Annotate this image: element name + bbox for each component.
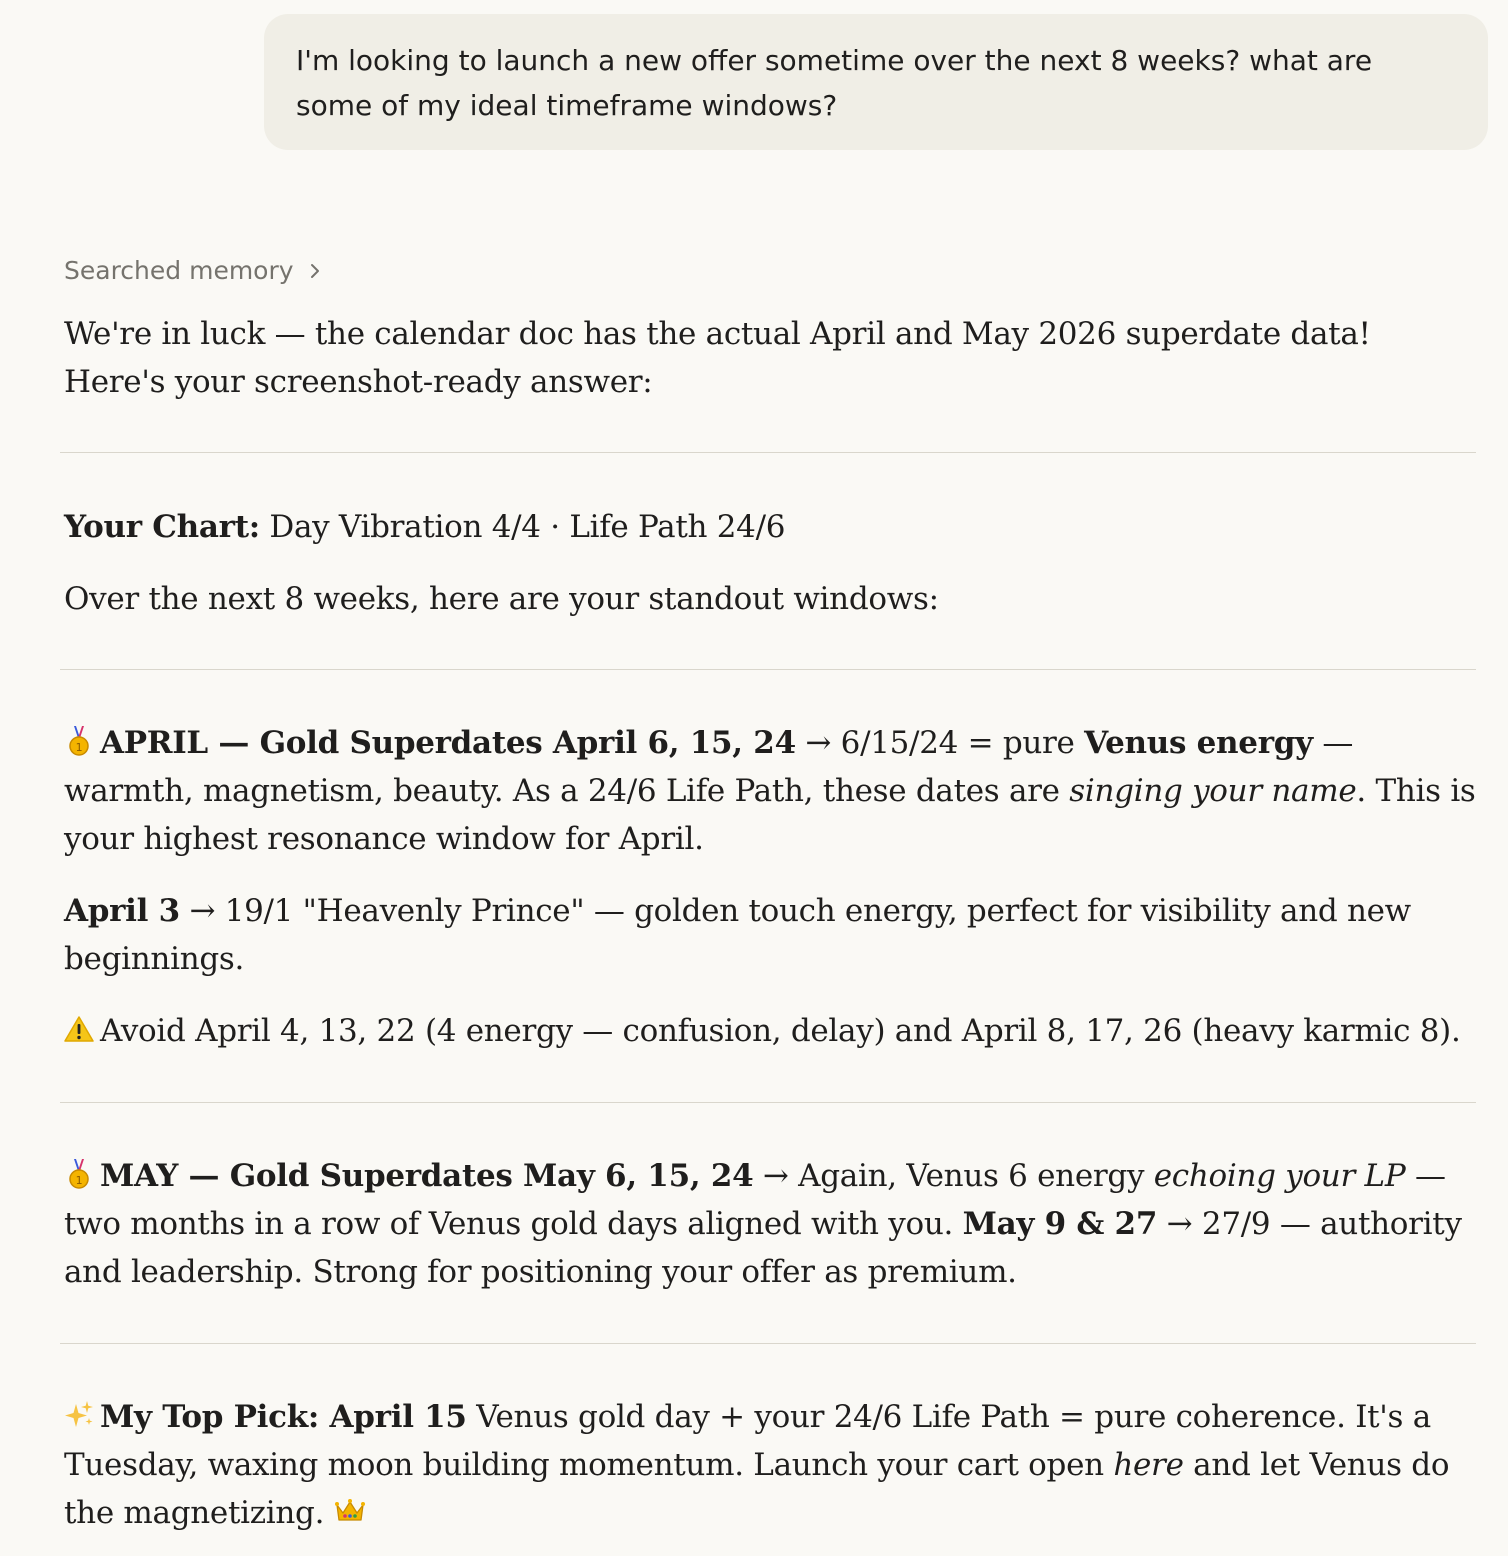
- arrow: →: [753, 1158, 799, 1194]
- here-italic: here: [1113, 1447, 1184, 1483]
- user-message-bubble: [264, 14, 1488, 150]
- chevron-right-icon: [304, 259, 326, 281]
- april3-paragraph: [64, 887, 1476, 983]
- arrow: →: [1157, 1206, 1202, 1242]
- may-text: 27/9 — authority and leadership. Strong for positioning your offer as premium.: [64, 1206, 1462, 1290]
- singing-your-name-italic: singing your name: [1069, 773, 1357, 809]
- crown-icon: [334, 1494, 364, 1526]
- arrow: →: [179, 893, 225, 929]
- april-text: . This is your highest resonance window for April.: [64, 773, 1476, 857]
- searched-memory-toggle[interactable]: [64, 250, 326, 290]
- chart-label: Your Chart:: [64, 509, 260, 545]
- april-heading: APRIL — Gold Superdates April 6, 15, 24: [100, 725, 796, 761]
- avoid-text: Avoid April 4, 13, 22 (4 energy — confusion, delay) and April 8, 17, 26 (heavy karmic 8).: [100, 1013, 1461, 1049]
- medal-icon: [64, 724, 94, 756]
- avoid-paragraph: [64, 1007, 1476, 1055]
- may-text: Again, Venus 6 energy: [798, 1158, 1154, 1194]
- may-9-27-bold: May 9 & 27: [962, 1206, 1158, 1242]
- top-pick-section: [64, 1393, 1476, 1537]
- svg-text:1: 1: [75, 741, 83, 754]
- april3-bold: April 3: [64, 893, 180, 929]
- may-section: [64, 1152, 1476, 1296]
- divider: [60, 1102, 1476, 1103]
- divider: [60, 669, 1476, 670]
- april-section: [64, 719, 1476, 863]
- windows-line: [64, 575, 1476, 623]
- may-heading: MAY — Gold Superdates May 6, 15, 24: [100, 1158, 754, 1194]
- warning-icon: [64, 1012, 94, 1044]
- chart-text: Day Vibration 4/4 · Life Path 24/6: [259, 509, 786, 545]
- avoid-section: [64, 1007, 1476, 1055]
- april-paragraph: [64, 719, 1476, 863]
- sparkles-icon: [64, 1398, 94, 1430]
- divider: [60, 1343, 1476, 1344]
- april-text: — warmth, magnetism, beauty. As a 24/6 Life Path, these dates are: [64, 725, 1354, 809]
- chart-line: [64, 503, 1476, 551]
- svg-text:1: 1: [75, 1174, 83, 1187]
- intro-text: We're in luck — the calendar doc has the actual April and May 2026 superdate data! Here's your screenshot-ready answer:: [64, 316, 1371, 400]
- may-paragraph: [64, 1152, 1476, 1296]
- windows-text: Over the next 8 weeks, here are your standout windows:: [64, 581, 939, 617]
- top-pick-text: Venus gold day + your 24/6 Life Path = pure coherence. It's a Tuesday, waxing moon building momentum. Launch your cart open: [64, 1399, 1431, 1483]
- echoing-lp-italic: echoing your LP: [1153, 1158, 1406, 1194]
- medal-icon: [64, 1157, 94, 1189]
- arrow: →: [795, 725, 841, 761]
- top-pick-text: and let Venus do the magnetizing.: [64, 1447, 1450, 1531]
- searched-memory-label: Searched memory: [64, 255, 294, 285]
- april-text: 6/15/24 = pure: [840, 725, 1085, 761]
- april3-section: [64, 887, 1476, 983]
- may-text: — two months in a row of Venus gold days aligned with you.: [64, 1158, 1446, 1242]
- venus-energy-bold: Venus energy: [1084, 725, 1313, 761]
- assistant-intro: [64, 310, 1476, 406]
- top-pick-paragraph: [64, 1393, 1476, 1537]
- april3-text: 19/1 "Heavenly Prince" — golden touch energy, perfect for visibility and new beginnings.: [64, 893, 1411, 977]
- top-pick-heading: My Top Pick: April 15: [100, 1399, 467, 1435]
- user-message-text: I'm looking to launch a new offer sometime over the next 8 weeks? what are some of my ideal timeframe windows?: [296, 44, 1373, 122]
- divider: [60, 452, 1476, 453]
